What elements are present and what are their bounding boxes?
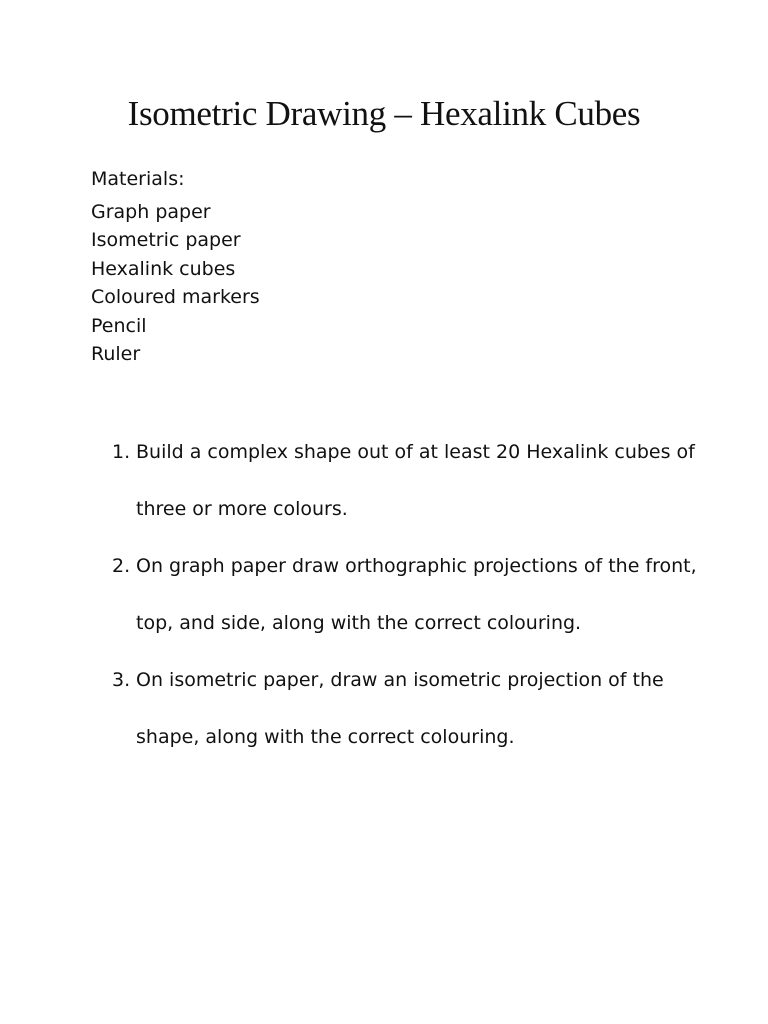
- step-text: On graph paper draw orthographic projections of the front, top, and side, along with the correct colouring.: [136, 555, 697, 634]
- materials-heading: Materials:: [91, 168, 185, 190]
- material-item-ruler: Ruler: [91, 343, 141, 366]
- instruction-steps: [112, 424, 712, 766]
- material-item-hexalink-cubes: Hexalink cubes: [91, 257, 236, 280]
- material-item-pencil: Pencil: [91, 314, 147, 337]
- material-item-isometric-paper: Isometric paper: [91, 229, 241, 252]
- step-2: [112, 538, 712, 652]
- step-1: [112, 424, 712, 538]
- materials-section: [91, 165, 260, 368]
- step-3: [112, 652, 712, 766]
- step-text: Build a complex shape out of at least 20 Hexalink cubes of three or more colours.: [136, 441, 695, 520]
- step-text: On isometric paper, draw an isometric projection of the shape, along with the correct colouring.: [136, 669, 664, 748]
- step-number: 1.: [112, 441, 131, 463]
- page-title: Isometric Drawing – Hexalink Cubes: [127, 94, 641, 133]
- material-item-graph-paper: Graph paper: [91, 201, 211, 223]
- step-number: 2.: [112, 555, 131, 577]
- material-item-coloured-markers: Coloured markers: [91, 286, 260, 309]
- step-number: 3.: [112, 669, 131, 691]
- materials-list: [91, 198, 260, 368]
